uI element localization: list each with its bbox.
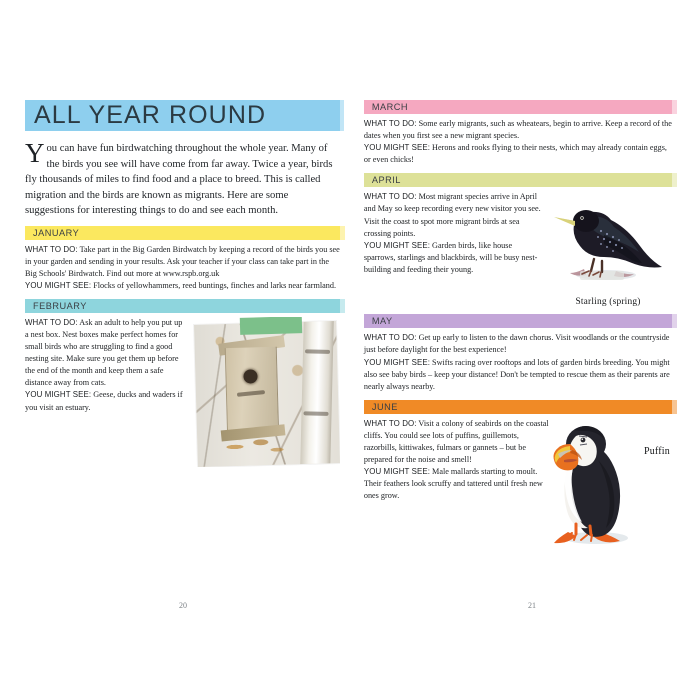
february-what-to-do-text: Ask an adult to help you put up a nest box. Nest boxes make perfect homes for small birds who are struggling to find a good nesting site. Make sure you get them up before the end of the month and keep them a safe distance away from cats. <box>25 317 183 388</box>
month-entry-april <box>364 191 672 307</box>
you-might-see-label: YOU MIGHT SEE: <box>363 467 430 477</box>
nestbox-photo-figure <box>196 323 338 465</box>
you-might-see-label: YOU MIGHT SEE: <box>25 280 92 290</box>
intro-paragraph <box>25 138 340 219</box>
june-what-to-do-text: Visit a colony of seabirds on the coastal cliffs. You could see lots of puffins, guillemots, razorbills, kittiwakes, fulmars or gannets – but be prepared for the noise and smell! <box>363 418 549 465</box>
month-banner-january <box>25 226 340 240</box>
autumn-leaves <box>217 432 288 460</box>
puffin-caption: Puffin <box>643 445 670 457</box>
march-what-to-do <box>364 118 672 142</box>
what-to-do-label: WHAT TO DO: <box>25 244 78 254</box>
april-you-might-see-text: Garden birds, like house sparrows, starlings and blackbirds, will be busy nest-building and feeding their young. <box>363 240 538 274</box>
birch-trunk <box>300 321 334 467</box>
month-label-january: JANUARY <box>33 227 80 238</box>
starling-figure <box>544 195 672 307</box>
month-entry-february <box>25 317 340 467</box>
may-what-to-do <box>364 332 672 356</box>
january-what-to-do-text: Take part in the Big Garden Birdwatch by keeping a record of the birds you see in your garden and sending in your results. Ask your teacher if your class can take part in the Big Schools' Birdwatch. Find out more at www.rspb.org.uk <box>25 244 340 278</box>
month-entry-june <box>364 418 672 553</box>
month-label-march: MARCH <box>371 102 409 112</box>
may-you-might-see <box>364 357 672 393</box>
chapter-title-banner <box>25 100 340 131</box>
february-you-might-see-text: Geese, ducks and waders if you visit an estuary. <box>25 390 183 412</box>
you-might-see-label: YOU MIGHT SEE: <box>363 143 430 153</box>
page-title: ALL YEAR ROUND <box>34 101 267 129</box>
green-tape-icon <box>240 317 302 335</box>
what-to-do-label: WHAT TO DO: <box>363 418 417 428</box>
starling-illustration <box>544 195 672 291</box>
january-what-to-do <box>25 244 340 280</box>
month-label-may: MAY <box>371 316 393 327</box>
you-might-see-label: YOU MIGHT SEE: <box>25 390 92 400</box>
month-entry-may <box>364 332 672 392</box>
month-banner-february <box>25 299 340 313</box>
month-label-june: JUNE <box>371 401 398 412</box>
month-banner-may <box>364 314 672 328</box>
april-what-to-do-text: Most migrant species arrive in April and May so keep recording every new visitor you see. Visit the coast to spot more migrant birds at sea crossing points. <box>363 192 541 238</box>
page-number-left: 20 <box>179 601 187 610</box>
puffin-illustration <box>550 420 672 548</box>
may-you-might-see-text: Swifts racing over rooftops and lots of garden birds breeding. You might also see baby birds – keep your distance! Don't be tempted to rescue them as their parents are nearly always nearby. <box>363 357 670 391</box>
june-you-might-see-text: Male mallards starting to moult. Their feathers look scruffy and tattered until fresh new ones grow. <box>363 467 543 501</box>
march-you-might-see-text: Herons and rooks flying to their nests, which may already contain eggs, or even chicks! <box>363 143 667 165</box>
puffin-figure <box>550 420 672 553</box>
month-banner-april <box>364 173 672 187</box>
what-to-do-label: WHAT TO DO: <box>363 333 417 343</box>
what-to-do-label: WHAT TO DO: <box>25 317 78 327</box>
page-number-right: 21 <box>528 601 536 610</box>
what-to-do-label: WHAT TO DO: <box>363 119 417 128</box>
month-banner-june <box>364 400 672 414</box>
month-entry-january <box>25 244 340 292</box>
may-what-to-do-text: Get up early to listen to the dawn chorus. Visit woodlands or the countryside just before daylight for the best experience! <box>363 333 670 355</box>
month-label-february: FEBRUARY <box>33 300 87 311</box>
intro-text: ou can have fun birdwatching throughout the whole year. Many of the birds you see will have come from far away. Twice a year, birds fly thousands of miles to find food and a place to breed. This is called migration and the birds are known as migrants. Here are some suggestions for interesting things to do and see each month. <box>25 143 333 216</box>
nestbox-photo <box>194 321 340 467</box>
march-what-to-do-text: Some early migrants, such as wheatears, begin to arrive. Keep a record of the dates when you first see a new migrant species. <box>363 119 672 141</box>
month-entry-march <box>364 118 672 166</box>
page-right <box>352 100 686 610</box>
month-banner-march <box>364 100 672 114</box>
march-you-might-see <box>364 142 672 166</box>
january-you-might-see <box>25 280 340 292</box>
page-left <box>14 100 352 610</box>
month-label-april: APRIL <box>371 175 401 186</box>
january-you-might-see-text: Flocks of yellowhammers, reed buntings, finches and larks near farmland. <box>91 280 337 290</box>
you-might-see-label: YOU MIGHT SEE: <box>363 240 430 250</box>
what-to-do-label: WHAT TO DO: <box>363 192 417 202</box>
starling-caption: Starling (spring) <box>575 297 641 308</box>
intro-dropcap: Y <box>25 138 45 168</box>
you-might-see-label: YOU MIGHT SEE: <box>363 357 430 367</box>
nestbox-entrance-hole <box>243 369 257 383</box>
